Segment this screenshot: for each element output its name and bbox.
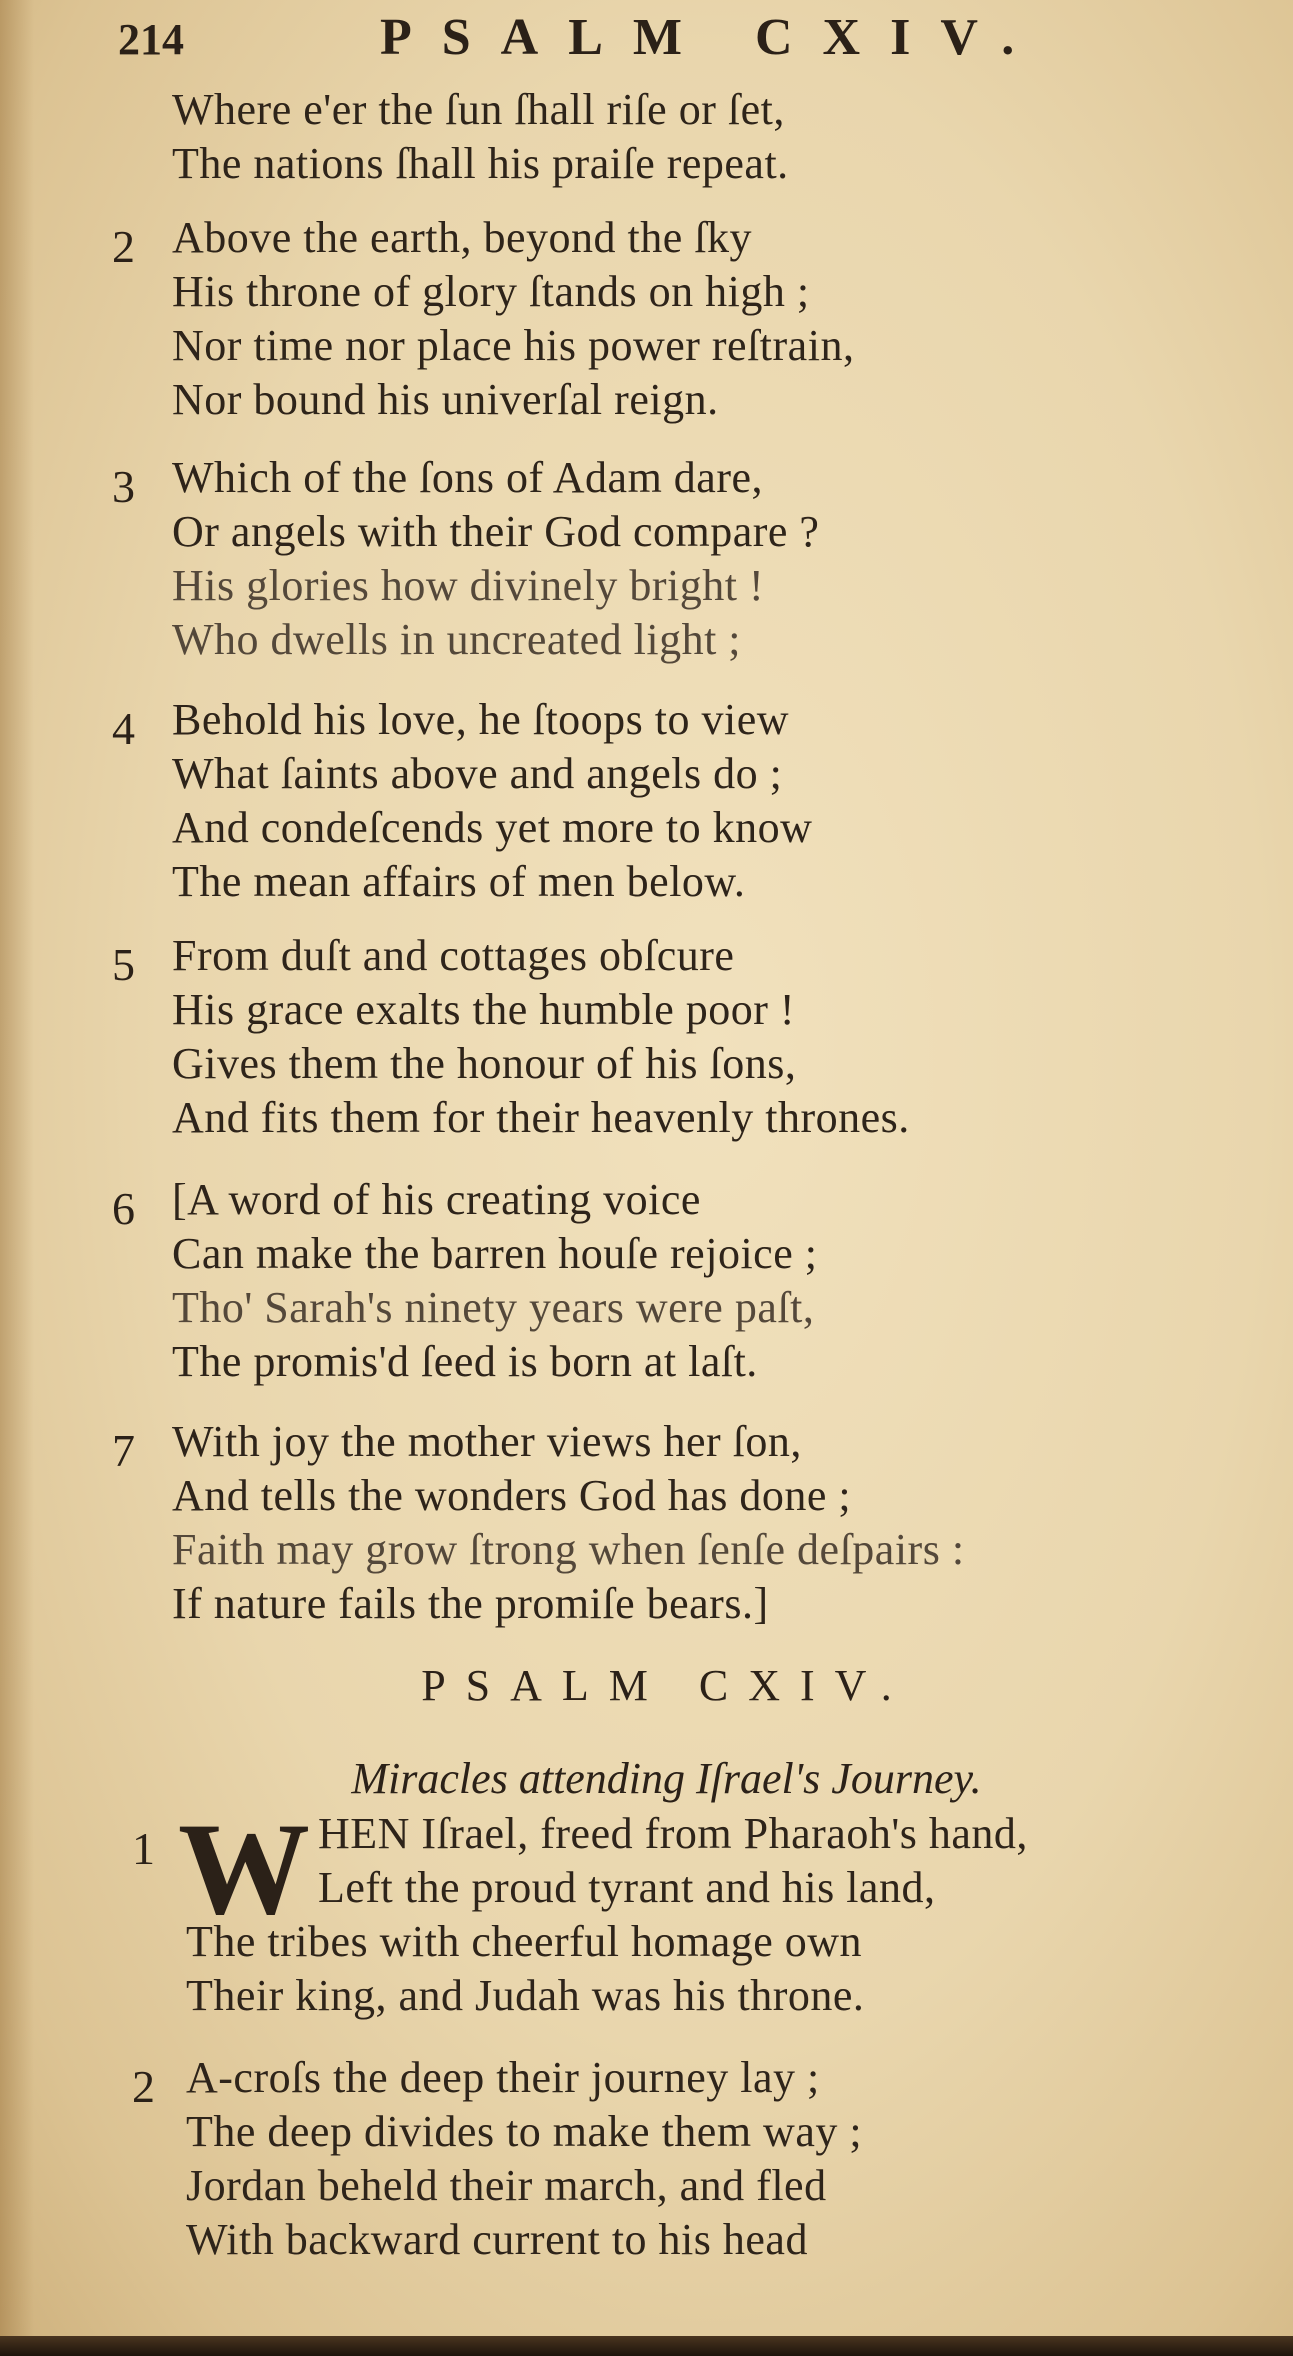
page-number: 214 [118, 15, 184, 64]
verse-number: 7 [112, 1425, 135, 1476]
verse-line: The nations ſhall his praiſe repeat. [172, 139, 789, 188]
verse-line: The promis'd ſeed is born at laſt. [172, 1337, 758, 1386]
verse-line: Their king, and Judah was his throne. [186, 1971, 865, 2020]
verse-line: Gives them the honour of his ſons, [172, 1039, 797, 1088]
verse-line: With joy the mother views her ſon, [172, 1417, 802, 1466]
verse-number: 4 [112, 703, 135, 754]
verse-line: Jordan beheld their march, and fled [186, 2161, 827, 2210]
verse-number: 5 [112, 939, 135, 990]
verse-line: Faith may grow ſtrong when ſenſe deſpairs : [172, 1525, 965, 1574]
verse-line: Which of the ſons of Adam dare, [172, 453, 764, 502]
psalm-subtitle: Miracles attending Iſrael's Journey. [351, 1754, 982, 1803]
verse-line: Who dwells in uncreated light ; [172, 615, 742, 664]
verse-line: [A word of his creating voice [172, 1175, 701, 1224]
verse-line: Nor time nor place his power reſtrain, [172, 321, 855, 370]
verse-line: What ſaints above and angels do ; [172, 749, 783, 798]
verse-line: The mean affairs of men below. [172, 857, 746, 906]
verse-line: Where e'er the ſun ſhall riſe or ſet, [172, 85, 785, 134]
verse-number: 2 [112, 221, 135, 272]
running-head-title: PSALM CXIV. [380, 9, 1045, 66]
verse-number: 2 [132, 2061, 155, 2112]
verse-line: And condeſcends yet more to know [172, 803, 813, 852]
verse-line: From duſt and cottages obſcure [172, 931, 735, 980]
verse-line: His grace exalts the humble poor ! [172, 985, 796, 1034]
verse-number: 1 [132, 1823, 155, 1874]
verse-line: A-croſs the deep their journey lay ; [186, 2053, 820, 2102]
verse-line: And tells the wonders God has done ; [172, 1471, 852, 1520]
verse-line: Can make the barren houſe rejoice ; [172, 1229, 818, 1278]
verse-line: His throne of glory ſtands on high ; [172, 267, 810, 316]
verse-line: Tho' Sarah's ninety years were paſt, [172, 1283, 815, 1332]
verse-line: HEN Iſrael, freed from Pharaoh's hand, [318, 1809, 1028, 1858]
verse-line: Above the earth, beyond the ſky [172, 213, 753, 262]
verse-number: 3 [112, 461, 135, 512]
verse-line: Behold his love, he ſtoops to view [172, 695, 790, 744]
verse-line: If nature fails the promiſe bears.] [172, 1579, 769, 1628]
verse-number: 6 [112, 1183, 135, 1234]
running-head [118, 8, 1278, 66]
verse-line: And fits them for their heavenly thrones. [172, 1093, 910, 1142]
verse-line: The deep divides to make them way ; [186, 2107, 863, 2156]
verse-line: Nor bound his univerſal reign. [172, 375, 719, 424]
verse-line: With backward current to his head [186, 2215, 808, 2264]
verse-line: His glories how divinely bright ! [172, 561, 765, 610]
psalm-title: PSALM CXIV. [421, 1661, 912, 1710]
page-bottom-edge [0, 2336, 1293, 2356]
drop-cap-letter: W [178, 1795, 310, 1942]
verse-line: The tribes with cheerful homage own [186, 1917, 863, 1966]
verse-line: Or angels with their God compare ? [172, 507, 820, 556]
verse-line: Left the proud tyrant and his land, [318, 1863, 936, 1912]
